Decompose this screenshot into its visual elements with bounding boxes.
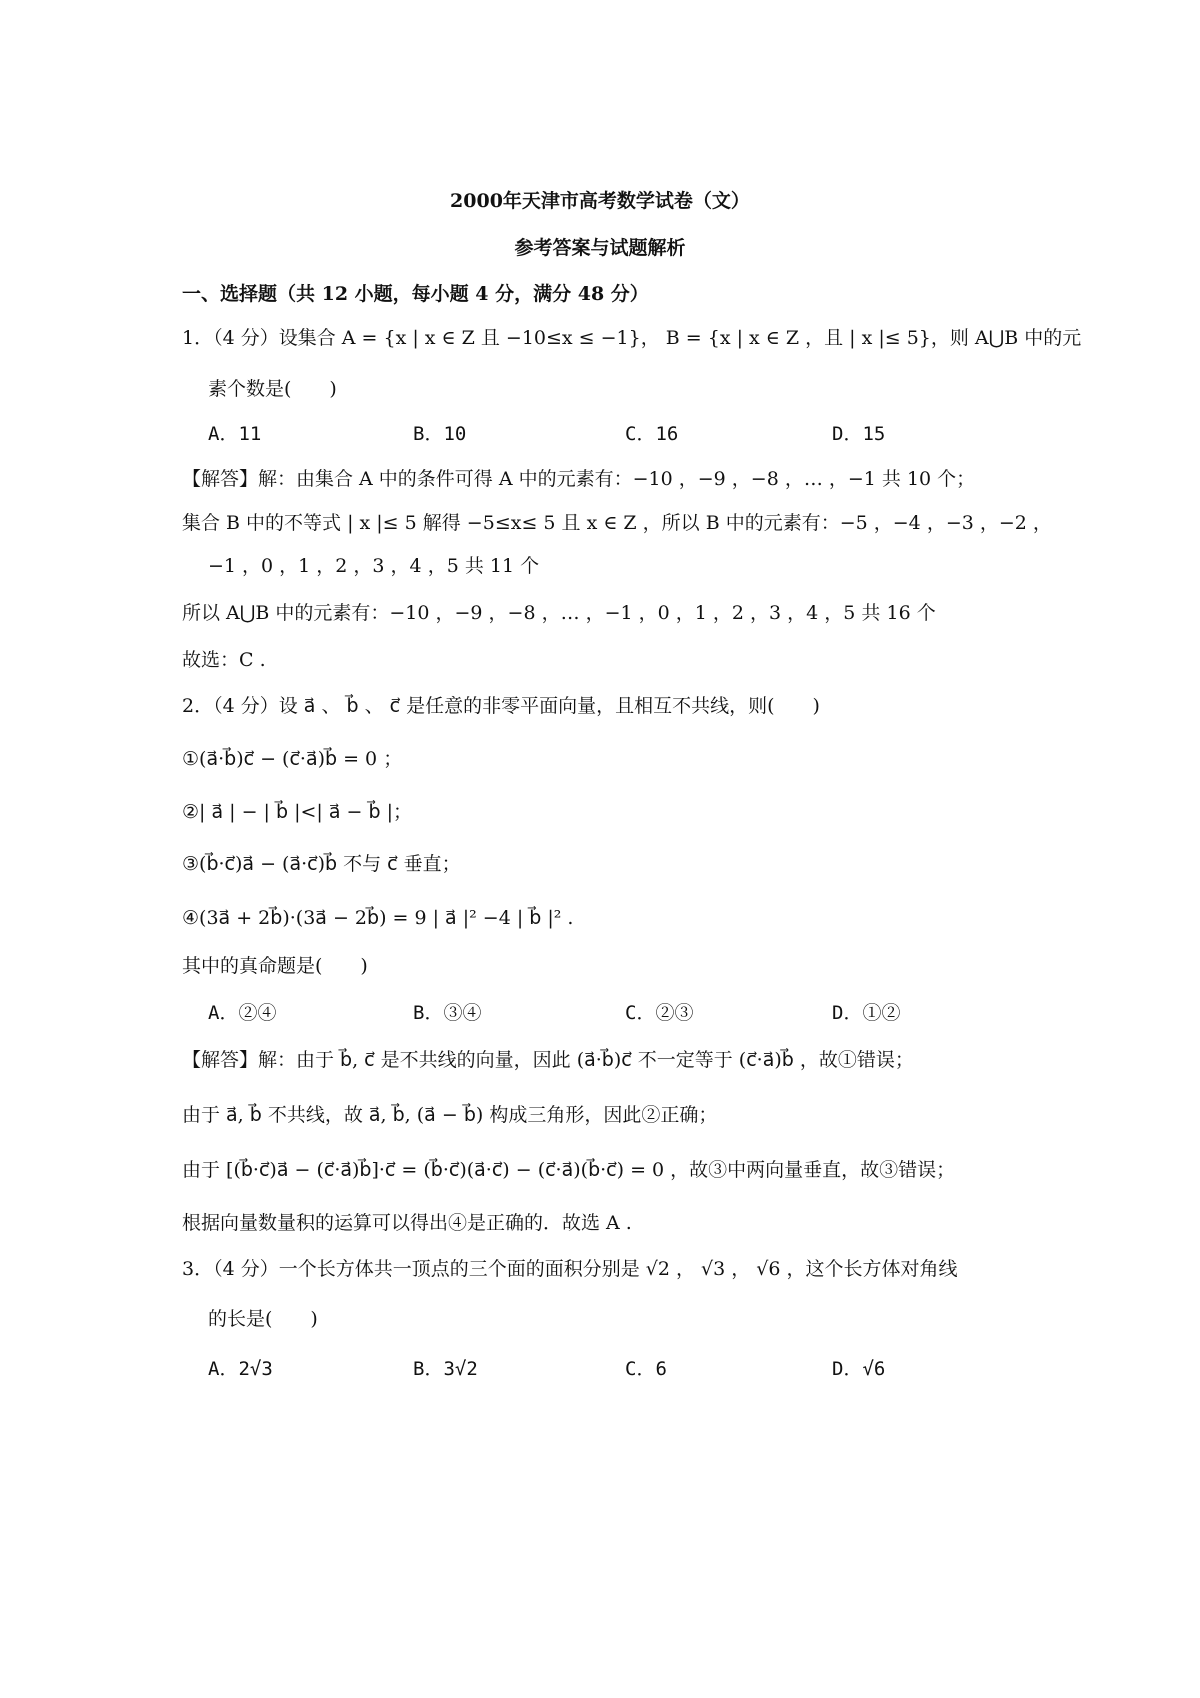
q1-solution-line3: −1 ，0 ，1 ，2 ，3 ，4 ，5 共 11 个 [208, 555, 540, 577]
q3-stem-line2: 的长是( ) [208, 1308, 318, 1330]
q2-options [208, 1000, 968, 1026]
q3-option-c: C．6 [625, 1358, 667, 1380]
q1-option-a: A．11 [208, 423, 262, 445]
q3-option-a: A．2√3 [208, 1358, 273, 1380]
q1-solution-line4: 所以 A⋃B 中的元素有：−10 ，−9 ，−8 ，… ，−1 ，0 ，1 ，2 ，3 ，4 ，5 共 16 个 [182, 602, 936, 624]
q2-solution-line2: 由于 a⃗, b⃗ 不共线，故 a⃗, b⃗, (a⃗ − b⃗) 构成三角形，因此②正确； [182, 1104, 718, 1126]
q2-solution-line4: 根据向量数量积的运算可以得出④是正确的．故选 A . [182, 1212, 632, 1234]
q1-solution-line5: 故选：C . [182, 649, 266, 671]
q2-solution-line1: 【解答】解：由于 b⃗, c⃗ 是不共线的向量，因此 (a⃗·b⃗)c⃗ 不一定等于 (c⃗·a⃗)b⃗ ，故①错误； [182, 1049, 914, 1071]
q2-question: 其中的真命题是( ) [182, 955, 368, 977]
q3-option-b: B．3√2 [413, 1358, 478, 1380]
q2-item4: ④(3a⃗ + 2b⃗)·(3a⃗ − 2b⃗) = 9 | a⃗ |² −4 | b⃗ |² . [182, 907, 574, 929]
q2-item3: ③(b⃗·c⃗)a⃗ − (a⃗·c⃗)b⃗ 不与 c⃗ 垂直； [182, 853, 461, 875]
q1-option-d: D．15 [832, 423, 886, 445]
q2-option-b: B．③④ [413, 1002, 482, 1024]
q3-stem-line1: 3．（4 分）一个长方体共一顶点的三个面的面积分别是 √2 ， √3 ， √6 ，这个长方体对角线 [182, 1258, 958, 1280]
q2-option-d: D．①② [832, 1002, 901, 1024]
q1-stem-line1: 1．（4 分）设集合 A = {x | x ∈ Z 且 −10≤x ≤ −1}， B = {x | x ∈ Z ，且 | x |≤ 5}，则 A⋃B 中的元 [182, 327, 1082, 349]
q1-stem-line2: 素个数是( ) [208, 378, 337, 400]
q2-item1: ①(a⃗·b⃗)c⃗ − (c⃗·a⃗)b⃗ = 0 ； [182, 748, 403, 770]
q2-stem: 2．（4 分）设 a⃗ 、 b⃗ 、 c⃗ 是任意的非零平面向量，且相互不共线，则( ) [182, 695, 820, 717]
q3-option-d: D．√6 [832, 1358, 886, 1380]
q1-option-b: B．10 [413, 423, 467, 445]
q2-solution-line3: 由于 [(b⃗·c⃗)a⃗ − (c⃗·a⃗)b⃗]·c⃗ = (b⃗·c⃗)(a⃗·c⃗) − (c⃗·a⃗)(b⃗·c⃗) = 0 ，故③中两向量垂直，故③错误； [182, 1159, 956, 1181]
page-title: 2000年天津市高考数学试卷（文） [450, 190, 750, 212]
q1-option-c: C．16 [625, 423, 679, 445]
section-heading: 一、选择题（共 12 小题，每小题 4 分，满分 48 分） [182, 283, 649, 305]
q1-solution-line2: 集合 B 中的不等式 | x |≤ 5 解得 −5≤x≤ 5 且 x ∈ Z ，所以 B 中的元素有：−5 ，−4 ，−3 ，−2 ， [182, 512, 1052, 534]
q2-option-a: A．②④ [208, 1002, 277, 1024]
q1-solution-line1: 【解答】解：由集合 A 中的条件可得 A 中的元素有：−10 ，−9 ，−8 ，… ，−1 共 10 个； [182, 468, 976, 490]
q2-item2: ②| a⃗ | − | b⃗ |<| a⃗ − b⃗ |； [182, 801, 413, 823]
q1-options [208, 421, 968, 447]
q3-options [208, 1356, 968, 1382]
q2-option-c: C．②③ [625, 1002, 694, 1024]
page-subtitle: 参考答案与试题解析 [514, 237, 686, 259]
